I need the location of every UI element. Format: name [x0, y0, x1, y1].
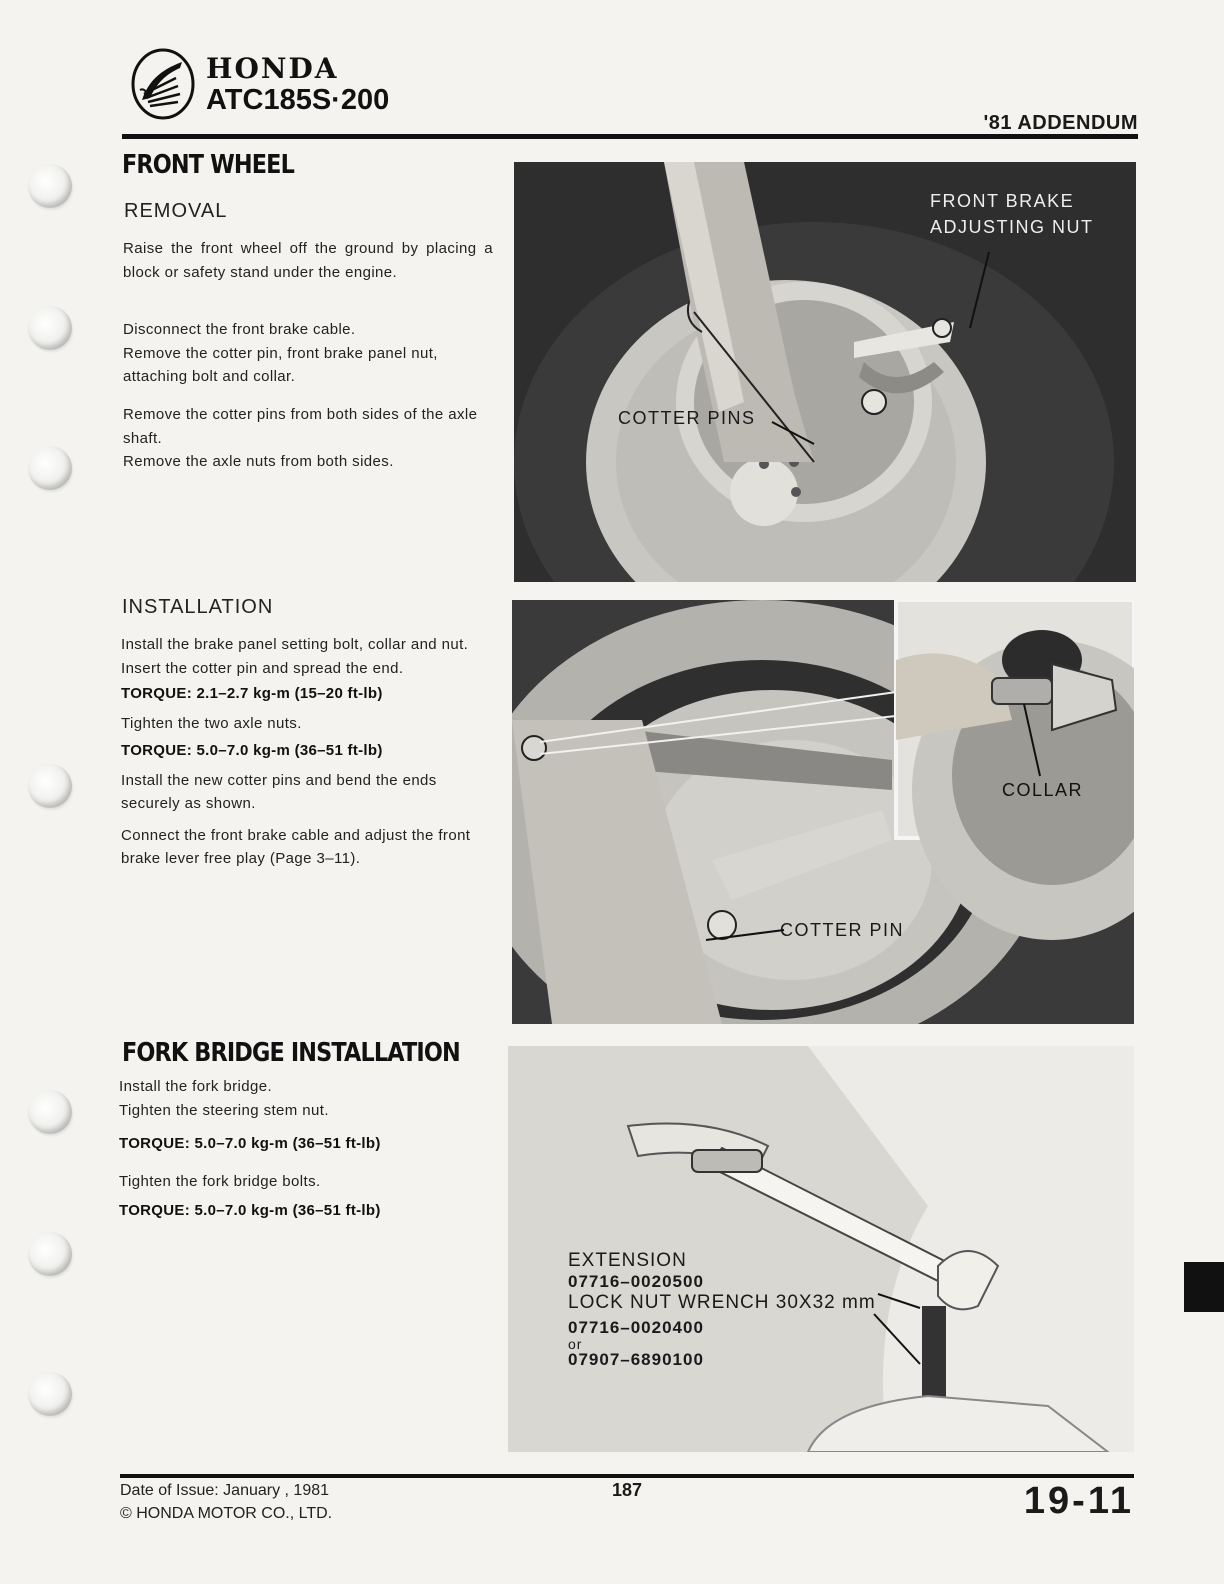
installation-line: Tighten the two axle nuts.	[121, 714, 302, 732]
removal-line: Remove the cotter pin, front brake panel nut, attaching bolt and collar.	[123, 344, 438, 385]
footer-rule	[120, 1474, 1134, 1478]
addendum-label: '81 ADDENDUM	[983, 112, 1138, 134]
section-title-front-wheel: FRONT WHEEL	[122, 150, 294, 180]
subheading-installation: INSTALLATION	[122, 596, 274, 618]
removal-paragraph-2	[123, 318, 493, 389]
installation-line: Install the new cotter pins and bend the ends securely as shown.	[121, 771, 437, 812]
section-tab-marker	[1184, 1262, 1224, 1312]
label-cotter-pin: COTTER PIN	[780, 920, 905, 940]
tool-part-number: 07716–0020500	[568, 1272, 704, 1291]
fork-bridge-line: Tighten the fork bridge bolts.	[119, 1172, 321, 1190]
honda-wing-logo	[130, 48, 196, 120]
installation-line: Install the brake panel setting bolt, collar and nut.	[121, 636, 469, 653]
brand-name: HONDA	[206, 52, 339, 85]
torque-spec: TORQUE: 2.1–2.7 kg-m (15–20 ft-lb)	[121, 685, 383, 702]
tool-part-number: 07907–6890100	[568, 1350, 704, 1369]
tool-name: EXTENSION	[568, 1250, 687, 1271]
installation-line: Connect the front brake cable and adjust the front brake lever free play (Page 3–11).	[121, 826, 471, 867]
fork-bridge-line: Tighten the steering stem nut.	[119, 1101, 329, 1119]
subheading-removal: REMOVAL	[124, 200, 228, 222]
installation-block	[121, 633, 491, 871]
fork-bridge-block	[119, 1075, 489, 1223]
photo-fork-bridge-tools	[508, 1046, 1134, 1452]
removal-paragraph-1: Raise the front wheel off the ground by placing a block or safety stand under the engine.	[123, 240, 493, 281]
punch-hole	[28, 1232, 72, 1276]
punch-hole	[28, 306, 72, 350]
photo-installation	[512, 600, 1134, 1024]
installation-illustration	[512, 600, 1134, 1024]
section-page-number: 19-11	[1023, 1480, 1134, 1522]
installation-line: Insert the cotter pin and spread the end.	[121, 659, 404, 677]
tool-name: LOCK NUT WRENCH 30X32 mm	[568, 1292, 876, 1313]
label-cotter-pins: COTTER PINS	[618, 408, 756, 428]
copyright: © HONDA MOTOR CO., LTD.	[120, 1505, 333, 1522]
header-rule	[122, 134, 1138, 139]
tool-part-number: 07716–0020400	[568, 1318, 704, 1337]
label-line: ADJUSTING NUT	[930, 217, 1094, 237]
fork-bridge-line: Install the fork bridge.	[119, 1078, 273, 1095]
issue-date: Date of Issue: January , 1981	[120, 1482, 330, 1499]
punch-hole	[28, 164, 72, 208]
removal-paragraph-3	[123, 403, 493, 474]
punch-hole	[28, 764, 72, 808]
section-title-fork-bridge: FORK BRIDGE INSTALLATION	[122, 1038, 460, 1068]
removal-line: Remove the cotter pins from both sides of the axle shaft.	[123, 406, 478, 447]
label-collar: COLLAR	[1002, 780, 1084, 800]
label-line: FRONT BRAKE	[930, 191, 1075, 211]
torque-spec: TORQUE: 5.0–7.0 kg-m (36–51 ft-lb)	[121, 742, 383, 759]
torque-spec: TORQUE: 5.0–7.0 kg-m (36–51 ft-lb)	[119, 1202, 381, 1219]
wrench-illustration	[508, 1046, 1134, 1452]
punch-hole	[28, 1372, 72, 1416]
tool-or: or	[568, 1336, 583, 1352]
removal-line: Disconnect the front brake cable.	[123, 321, 356, 338]
photo-front-brake	[514, 162, 1136, 582]
model-name: ATC185S·200	[206, 84, 390, 116]
torque-spec: TORQUE: 5.0–7.0 kg-m (36–51 ft-lb)	[119, 1135, 381, 1152]
punch-hole	[28, 1090, 72, 1134]
removal-line: Remove the axle nuts from both sides.	[123, 453, 394, 470]
punch-hole	[28, 446, 72, 490]
tool-callout	[568, 1250, 876, 1370]
page-number: 187	[612, 1480, 643, 1500]
label-front-brake-adjusting-nut	[930, 188, 1094, 240]
